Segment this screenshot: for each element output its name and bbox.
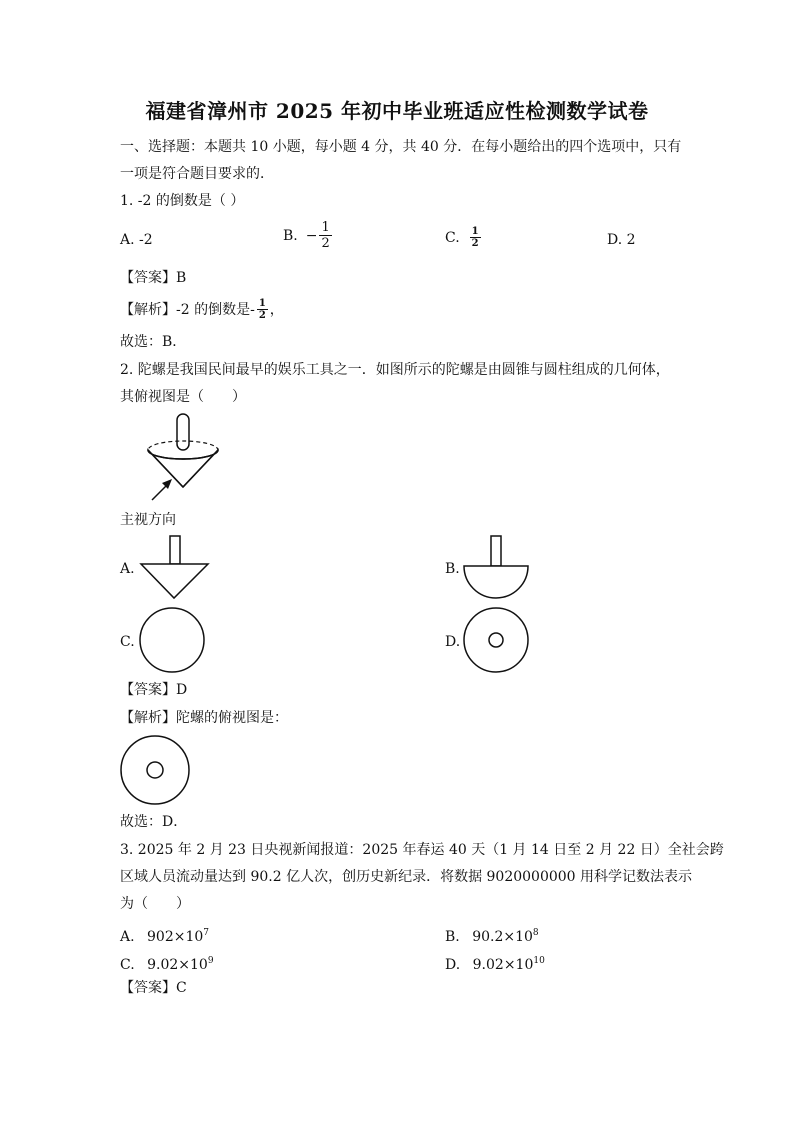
q2-answer: 【答案】D <box>120 682 188 698</box>
q2-analysis-figure <box>118 733 193 808</box>
q2-option-d-figure <box>462 605 532 675</box>
q3-option-c <box>120 951 214 975</box>
q2-stem-line-2: 其俯视图是（ ） <box>120 389 246 405</box>
q3-stem-line-1: 3. 2025 年 2 月 23 日央视新闻报道：2025 年春运 40 天（1 月 14 日至 2 月 22 日）全社会跨 <box>120 842 724 858</box>
q2-stem-line-1: 2. 陀螺是我国民间最早的娱乐工具之一．如图所示的陀螺是由圆锥与圆柱组成的几何体， <box>120 362 670 378</box>
q3-answer: 【答案】C <box>120 980 187 996</box>
q1-choose: 故选：B． <box>120 334 187 350</box>
q1-option-b-label: B. <box>283 227 298 244</box>
q3-option-b-base: 90.2×10 <box>472 929 533 945</box>
q2-option-c-figure <box>138 605 208 675</box>
section-intro-line-1: 一、选择题：本题共 10 小题，每小题 4 分，共 40 分．在每小题给出的四个选项中，只有 <box>120 139 682 155</box>
q2-option-a-figure <box>138 534 210 602</box>
top-handle <box>177 414 189 450</box>
view-direction-arrow-icon <box>148 475 178 505</box>
q3-stem-line-2: 区域人员流动量达到 90.2 亿人次，创历史新纪录．将数据 9020000000 用科学记数法表示 <box>120 869 693 885</box>
q1-analysis <box>120 298 284 321</box>
q1-option-b-numerator: 1 <box>321 220 330 235</box>
q1-option-b <box>283 220 334 251</box>
q3-option-b <box>445 923 539 947</box>
q1-option-c-denominator: 2 <box>471 238 479 249</box>
q3-option-c-exponent: 9 <box>207 956 214 966</box>
view-direction-label: 主视方向 <box>120 512 176 528</box>
q1-option-b-denominator: 2 <box>321 236 330 251</box>
q3-option-b-exponent: 8 <box>532 928 539 938</box>
q1-stem: 1. -2 的倒数是（ ） <box>120 193 245 209</box>
q2-option-d-label: D. <box>445 634 461 650</box>
q1-option-d: D. 2 <box>607 232 636 248</box>
q1-option-b-sign: − <box>305 227 318 244</box>
q1-analysis-fraction <box>257 298 268 321</box>
q1-option-b-fraction <box>319 220 331 251</box>
q1-option-a: A. -2 <box>120 232 153 248</box>
q2-option-b-figure <box>461 534 533 602</box>
section-intro-line-2: 一项是符合题目要求的． <box>120 166 274 182</box>
q2-analysis: 【解析】陀螺的俯视图是： <box>120 710 288 726</box>
q3-option-a-exponent: 7 <box>203 928 210 938</box>
q1-option-c-numerator: 1 <box>471 226 479 237</box>
q1-analysis-suffix: ， <box>269 301 284 318</box>
q2-option-a-label: A. <box>120 561 135 577</box>
q3-option-d-base: 9.02×10 <box>472 957 534 973</box>
q3-stem-line-3: 为（ ） <box>120 896 190 912</box>
q2-option-c-label: C. <box>120 634 135 650</box>
q2-choose: 故选：D． <box>120 814 188 830</box>
q1-option-c-fraction <box>470 226 481 249</box>
q1-option-c <box>445 226 483 249</box>
q1-option-c-label: C. <box>445 229 460 246</box>
q3-option-a-base: 902×10 <box>147 929 204 945</box>
q1-analysis-prefix: 【解析】-2 的倒数是- <box>120 301 255 318</box>
q3-option-d <box>445 951 545 975</box>
q3-option-c-base: 9.02×10 <box>147 957 208 973</box>
q1-analysis-denominator: 2 <box>258 310 266 321</box>
q3-option-a-label: A. <box>120 929 135 945</box>
q1-analysis-numerator: 1 <box>258 298 266 309</box>
q3-option-d-exponent: 10 <box>533 956 545 966</box>
q3-option-d-label: D. <box>445 957 461 973</box>
q1-answer: 【答案】B <box>120 270 187 286</box>
page-title: 福建省漳州市 2025 年初中毕业班适应性检测数学试卷 <box>145 99 649 123</box>
q3-option-b-label: B. <box>445 929 460 945</box>
q3-option-c-label: C. <box>120 957 135 973</box>
q2-option-b-label: B. <box>445 561 460 577</box>
q3-option-a <box>120 923 209 947</box>
